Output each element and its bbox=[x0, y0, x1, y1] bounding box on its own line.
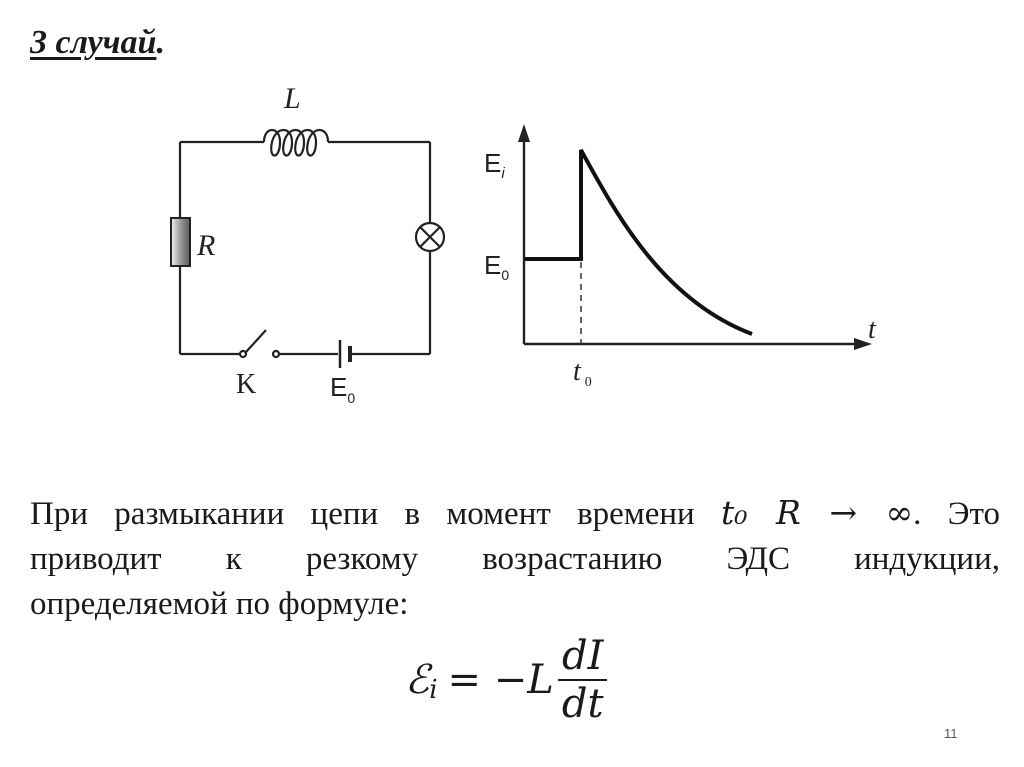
switch-lever bbox=[246, 330, 266, 352]
switch-contact-left bbox=[240, 351, 246, 357]
formula-numerator: dI bbox=[558, 635, 607, 681]
emf-formula bbox=[405, 632, 608, 727]
formula-denominator: dt bbox=[561, 680, 604, 727]
inductor-label: L bbox=[284, 82, 301, 115]
source-label bbox=[330, 372, 355, 406]
source-label-sub: 0 bbox=[347, 390, 356, 406]
formula-rhs-prefix: = −L bbox=[447, 656, 554, 703]
resistor-label: R bbox=[197, 229, 216, 262]
x-tick-label bbox=[573, 356, 592, 390]
switch-contact-right bbox=[273, 351, 279, 357]
switch-label: K bbox=[236, 369, 257, 400]
y-axis-arrow bbox=[518, 124, 530, 142]
slide-title-text: 3 случай bbox=[30, 24, 157, 61]
inductor-coil bbox=[264, 130, 328, 156]
body-line-2: приводит к резкому возрастанию ЭДС индукции, bbox=[30, 541, 1000, 577]
body-line-1-text: При размыкании цепи в момент времени bbox=[30, 496, 695, 532]
body-line-1-end: . Это bbox=[913, 496, 1000, 532]
y-axis-label-main: E bbox=[484, 148, 502, 178]
emf-curve bbox=[525, 150, 752, 334]
formula-lhs: ℰ bbox=[405, 656, 430, 703]
y-axis-label-sub: i bbox=[501, 165, 505, 182]
x-axis-label: t bbox=[868, 314, 876, 345]
resistor bbox=[171, 218, 190, 266]
emf-graph bbox=[518, 124, 872, 350]
page-number: 11 bbox=[944, 726, 958, 741]
y-axis-label bbox=[484, 148, 505, 182]
body-text bbox=[30, 490, 1000, 627]
slide-title-punct: . bbox=[156, 24, 165, 61]
body-line-1-math: t₀ R → ∞ bbox=[721, 493, 914, 532]
source-label-main: E bbox=[330, 372, 348, 402]
formula-lhs-sub: i bbox=[429, 674, 438, 705]
y-tick-label-sub: 0 bbox=[501, 267, 510, 283]
y-tick-label-main: E bbox=[484, 250, 502, 280]
y-tick-label bbox=[484, 250, 509, 283]
body-line-3: определяемой по формуле: bbox=[30, 586, 409, 622]
x-tick-label-main: t bbox=[573, 356, 581, 387]
x-tick-label-sub: 0 bbox=[584, 375, 592, 390]
lamp-icon bbox=[416, 223, 444, 251]
body-line-1 bbox=[30, 490, 1000, 537]
formula-fraction bbox=[558, 632, 608, 727]
